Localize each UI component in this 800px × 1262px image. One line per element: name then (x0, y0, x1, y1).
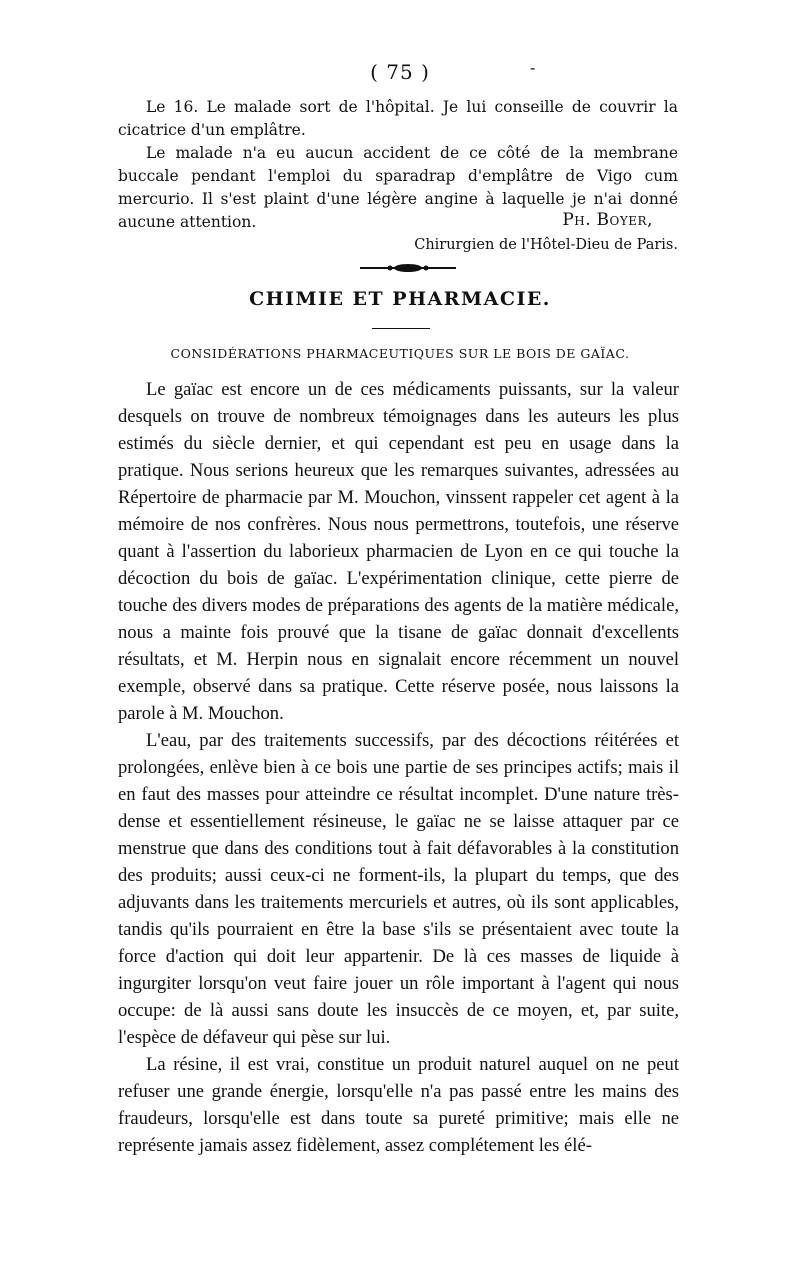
signature-name: Boyer, (596, 210, 653, 230)
article-subtitle: CONSIDÉRATIONS PHARMACEUTIQUES SUR LE BOIS DE GAÏAC. (170, 346, 630, 361)
article-body (118, 376, 679, 1159)
article-paragraph-2: L'eau, par des traitements successifs, par des décoctions réitérées et prolongées, enlève bien à ce bois une partie de ses principes actifs; mais il en faut des masses pour atteindre ce résultat incomplet. D'une nature très-dense et essentiellement résineuse, le gaïac ne se laisse attaquer par ce menstrue que dans des conditions tout à fait défavorables à la constitution des produits; aussi ceux-ci ne forment-ils, la plupart du temps, que des adjuvants dans les traitements mercuriels et autres, où ils sont applicables, tandis qu'ils pourraient en être la base s'ils se présentaient avec toute la force d'action qui doit leur appartenir. De là ces masses de liquide à ingurgiter lorsqu'on veut faire jouer un rôle important à l'agent qui nous occupe: de là aussi sans doute les insuccès de ce moyen, et, par suite, l'espèce de défaveur qui pèse sur lui. (118, 730, 679, 1048)
section-title: CHIMIE ET PHARMACIE. (249, 288, 551, 310)
article-paragraph-1: Le gaïac est encore un de ces médicaments puissants, sur la valeur desquels on trouve de nombreux témoignages dans les auteurs les plus estimés du siècle dernier, et qui cependant est peu en usage dans la pratique. Nous serions heureux que les remarques suivantes, adressées au Répertoire de pharmacie par M. Mouchon, vinssent rappeler cet agent à la mémoire de nos confrères. Nous nous permettrons, toutefois, une réserve quant à l'assertion du laborieux pharmacien de Lyon en ce qui touche la décoction du bois de gaïac. L'expérimentation clinique, cette pierre de touche des divers modes de préparations des agents de la matière médicale, nous a mainte fois prouvé que la tisane de gaïac donnait d'excellents résultats, et M. Herpin nous en signalait encore récemment un nouvel exemple, observé dans sa pratique. Cette réserve posée, nous laissons la parole à M. Mouchon. (118, 379, 679, 724)
signature-initial: Ph. (562, 210, 592, 230)
signature-title: Chirurgien de l'Hôtel-Dieu de Paris. (414, 237, 678, 253)
letter-paragraph-1: Le 16. Le malade sort de l'hôpital. Je lui conseille de couvrir la cicatrice d'un emplâtre. (118, 98, 678, 139)
section-rule (372, 328, 430, 329)
letter-paragraph-2: Le malade n'a eu aucun accident de ce côté de la membrane buccale pendant l'emploi du sparadrap d'emplâtre de Vigo cum mercurio. Il s'est plaint d'une légère angine à laquelle je n'ai donné aucune attention. (118, 144, 678, 231)
page-mark: - (530, 58, 536, 77)
ornament-divider-icon (358, 262, 458, 274)
article-paragraph-3: La résine, il est vrai, constitue un produit naturel auquel on ne peut refuser une grande énergie, lorsqu'elle n'a pas passé entre les mains des fraudeurs, lorsqu'elle est dans toute sa pureté primitive; mais elle ne représente jamais assez fidèlement, assez complétement les élé- (118, 1054, 679, 1156)
page-number: ( 75 ) (370, 60, 430, 84)
signature-name-line (118, 208, 653, 232)
signature (118, 208, 678, 256)
